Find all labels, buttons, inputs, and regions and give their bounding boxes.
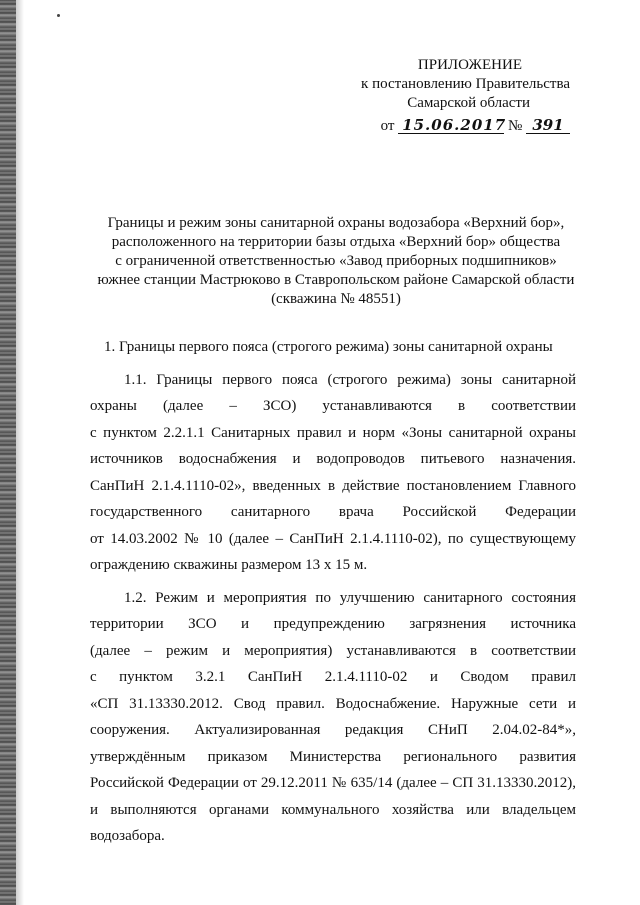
appendix-line-3: Самарской области: [407, 95, 530, 111]
paragraph-line: водозабора.: [90, 828, 165, 844]
title-line: расположенного на территории базы отдыха «Верхний бор» общества: [111, 234, 561, 250]
title-line: с ограниченной ответственностью «Завод приборных подшипников»: [115, 253, 557, 269]
title-line: южнее станции Мастрюково в Ставропольском районе Самарской области: [97, 272, 575, 288]
appendix-date-line: [330, 117, 570, 136]
title-line: Границы и режим зоны санитарной охраны водозабора «Верхний бор»,: [107, 215, 565, 231]
paragraph-line: сооружения. Актуализированная редакция СНиП 2.04.02-84*»,: [90, 722, 576, 738]
paragraph-line: 1.2. Режим и мероприятия по улучшению санитарного состояния: [124, 589, 576, 606]
section-heading: 1. Границы первого пояса (строгого режима) зоны санитарной охраны: [104, 339, 553, 355]
scan-speck: [57, 14, 60, 17]
handwritten-date: 15.06.2017: [398, 117, 504, 134]
paragraph-line: «СП 31.13330.2012. Свод правил. Водоснабжение. Наружные сети и: [90, 695, 576, 712]
document-title: [90, 214, 582, 309]
title-line: (скважина № 48551): [271, 291, 401, 307]
paragraph-1-2: [90, 585, 576, 850]
paragraph-line: источников водоснабжения и водопроводов питьевого назначения.: [90, 451, 576, 467]
paragraph-line: 1.1. Границы первого пояса (строгого режима) зоны санитарной: [124, 371, 576, 388]
appendix-label: ПРИЛОЖЕНИЕ: [417, 57, 522, 73]
paragraph-line: с пунктом 2.2.1.1 Санитарных правил и норм «Зоны санитарной охраны: [90, 424, 576, 441]
paragraph-line: государственного санитарного врача Российской Федерации: [90, 504, 576, 520]
paragraph-1-1: [90, 367, 576, 579]
date-prefix: от: [380, 118, 395, 134]
paragraph-line: от 14.03.2002 № 10 (далее – СанПиН 2.1.4.1110-02), по существующему: [90, 530, 576, 547]
document-body: [90, 334, 576, 850]
paragraph-line: с пунктом 3.2.1 СанПиН 2.1.4.1110-02 и Сводом правил: [90, 669, 576, 685]
handwritten-number: 391: [526, 117, 570, 134]
scan-border: [0, 0, 16, 905]
number-prefix: №: [507, 118, 523, 134]
appendix-header: [330, 56, 570, 136]
paragraph-line: территории ЗСО и предупреждению загрязнения источника: [90, 616, 576, 632]
scan-border-shadow: [16, 0, 24, 905]
paragraph-line: (далее – режим и мероприятия) устанавливаются в соответствии: [90, 642, 576, 659]
paragraph-line: и выполняются органами коммунального хозяйства или владельцем: [90, 801, 576, 818]
paragraph-line: СанПиН 2.1.4.1110-02», введенных в действие постановлением Главного: [90, 477, 576, 494]
paragraph-line: охраны (далее – ЗСО) устанавливаются в соответствии: [90, 398, 576, 414]
paragraph-line: утверждённым приказом Министерства регионального развития: [90, 748, 576, 765]
appendix-line-2: к постановлению Правительства: [361, 76, 570, 92]
paragraph-line: ограждению скважины размером 13 х 15 м.: [90, 557, 368, 573]
paragraph-line: Российской Федерации от 29.12.2011 № 635/14 (далее – СП 31.13330.2012),: [90, 775, 576, 791]
